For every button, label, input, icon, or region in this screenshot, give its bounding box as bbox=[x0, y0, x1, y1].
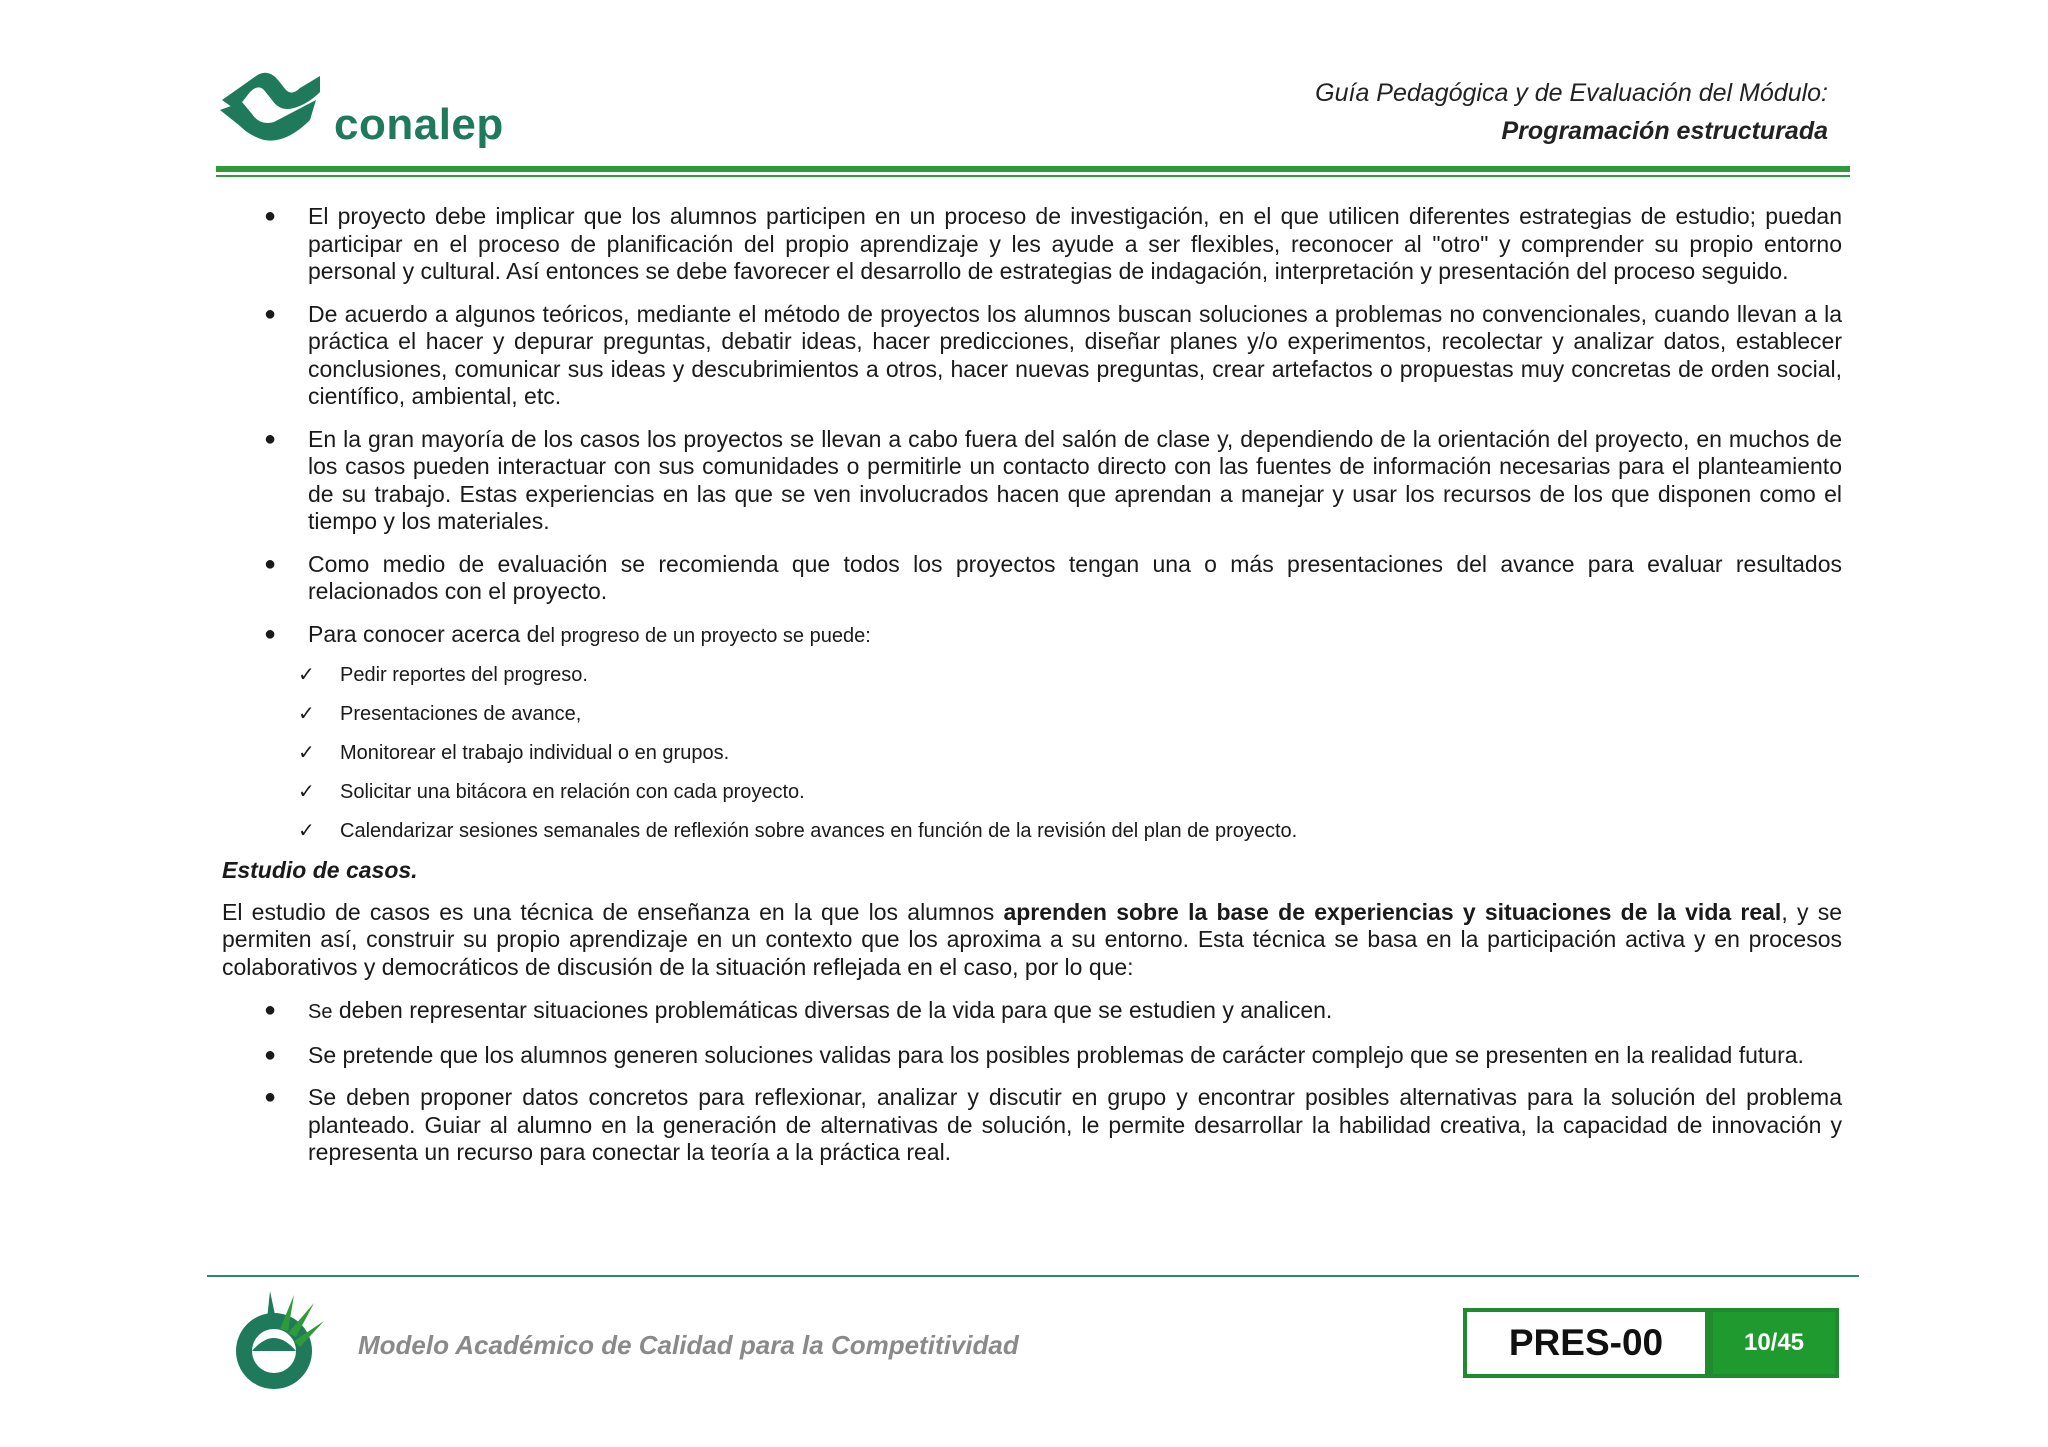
progress-rest: el progreso de un proyecto se puede: bbox=[539, 624, 871, 647]
list-item: ● Se pretende que los alumnos generen soluciones validas para los posibles problemas de carácter complejo que se presenten en la realidad futura. bbox=[264, 1041, 1804, 1068]
quality-model-seal bbox=[222, 1285, 332, 1395]
emphasis-text: aprenden sobre la base de experiencias y situaciones de la vida real bbox=[1003, 898, 1782, 925]
project-bullet-list bbox=[222, 203, 1842, 650]
bullet-icon: ● bbox=[264, 552, 277, 575]
progress-lead: Para conocer acerca d bbox=[308, 620, 540, 647]
module-name: Programación estructurada bbox=[1501, 117, 1828, 145]
footer-text: Modelo Académico de Calidad para la Competitividad bbox=[358, 1330, 1019, 1360]
list-item: ● Se deben proponer datos concretos para reflexionar, analizar y discutir en grupo y encontrar posibles alternativas para la solución del problema planteado. Guiar al alumno en la generación de alternativas de solución, le permite desarrollar la habilidad creativa, la capacidad de innovación y representa un recurso para conectar la teoría a la práctica real. bbox=[264, 1084, 1842, 1165]
document-code: PRES-00 bbox=[1463, 1308, 1709, 1378]
header-divider-thin bbox=[216, 175, 1850, 177]
page-number: 10/45 bbox=[1709, 1308, 1839, 1378]
checkmark-icon: ✓ bbox=[298, 664, 315, 686]
seal-icon bbox=[222, 1285, 332, 1395]
check-item: ✓ Calendarizar sesiones semanales de reflexión sobre avances en función de la revisión del plan de proyecto. bbox=[298, 820, 1298, 842]
case-study-intro: El estudio de casos es una técnica de enseñanza en la que los alumnos aprenden sobre la base de experiencias y situaciones de la vida real, y se permiten así, construir su propio aprendizaje en un contexto que los aproxima a su entorno. Esta técnica se basa en la participación activa y en procesos colaborativos y democráticos de discusión de la situación reflejada en el caso, por lo que: bbox=[222, 898, 1842, 980]
check-item: ✓ Pedir reportes del progreso. bbox=[298, 664, 588, 686]
progress-check-list bbox=[222, 662, 1842, 844]
list-item: ● De acuerdo a algunos teóricos, mediante el método de proyectos los alumnos buscan soluciones a problemas no convencionales, cuando llevan a la práctica el hacer y depurar preguntas, debatir ideas, hacer predicciones, diseñar planes y/o experimentos, recolectar y analizar datos, establecer conclusiones, comunicar sus ideas y descubrimientos a otros, hacer nuevas preguntas, crear artefactos o propuestas muy concretas de orden social, científico, ambiental, etc. bbox=[264, 300, 1842, 409]
checkmark-icon: ✓ bbox=[298, 781, 315, 803]
list-item: ● En la gran mayoría de los casos los proyectos se llevan a cabo fuera del salón de clase y, dependiendo de la orientación del proyecto, en muchos de los casos pueden interactuar con sus comunidades o permitirle un contacto directo con las fuentes de información necesarias para el planteamiento de su trabajo. Estas experiencias en las que se ven involucrados hacen que aprendan a manejar y usar los recursos de los que disponen como el tiempo y los materiales. bbox=[264, 425, 1842, 534]
bullet-icon: ● bbox=[264, 1043, 277, 1066]
page-content bbox=[222, 203, 1842, 1182]
check-item: ✓ Solicitar una bitácora en relación con cada proyecto. bbox=[298, 781, 805, 803]
conalep-logo-mark bbox=[216, 70, 326, 150]
list-item bbox=[222, 621, 1842, 651]
footer-divider bbox=[207, 1275, 1859, 1277]
checkmark-icon: ✓ bbox=[298, 703, 315, 725]
document-title: Guía Pedagógica y de Evaluación del Módulo: bbox=[1315, 79, 1828, 107]
bullet-icon: ● bbox=[264, 1086, 277, 1108]
list-item: ● El proyecto debe implicar que los alumnos participen en un proceso de investigación, en el que utilicen diferentes estrategias de estudio; puedan participar en el proceso de planificación del propio aprendizaje y les ayude a ser flexibles, reconocer al "otro" y comprender su propio entorno personal y cultural. Así entonces se debe favorecer el desarrollo de estrategias de indagación, interpretación y presentación del proceso seguido. bbox=[264, 203, 1842, 284]
checkmark-icon: ✓ bbox=[298, 820, 315, 842]
document-header bbox=[1315, 74, 1828, 150]
checkmark-icon: ✓ bbox=[298, 742, 315, 764]
check-item: ✓ Monitorear el trabajo individual o en grupos. bbox=[298, 742, 730, 764]
bullet-icon: ● bbox=[264, 622, 277, 645]
bullet-icon: ● bbox=[264, 302, 277, 325]
check-item: ✓ Presentaciones de avance, bbox=[298, 703, 582, 725]
conalep-logo bbox=[216, 70, 516, 160]
bullet-icon: ● bbox=[264, 999, 277, 1021]
logo-wordmark: conalep bbox=[334, 100, 504, 149]
list-item: ● Como medio de evaluación se recomienda que todos los proyectos tengan una o más presentaciones del avance para evaluar resultados relacionados con el proyecto. bbox=[264, 550, 1842, 604]
section-heading: Estudio de casos. bbox=[222, 857, 418, 883]
bullet-icon: ● bbox=[264, 427, 277, 450]
header-divider bbox=[216, 166, 1850, 172]
list-item: ● Se deben representar situaciones problemáticas diversas de la vida para que se estudien y analicen. bbox=[264, 997, 1333, 1023]
case-bullet-list bbox=[222, 997, 1842, 1167]
bullet-icon: ● bbox=[264, 205, 277, 227]
